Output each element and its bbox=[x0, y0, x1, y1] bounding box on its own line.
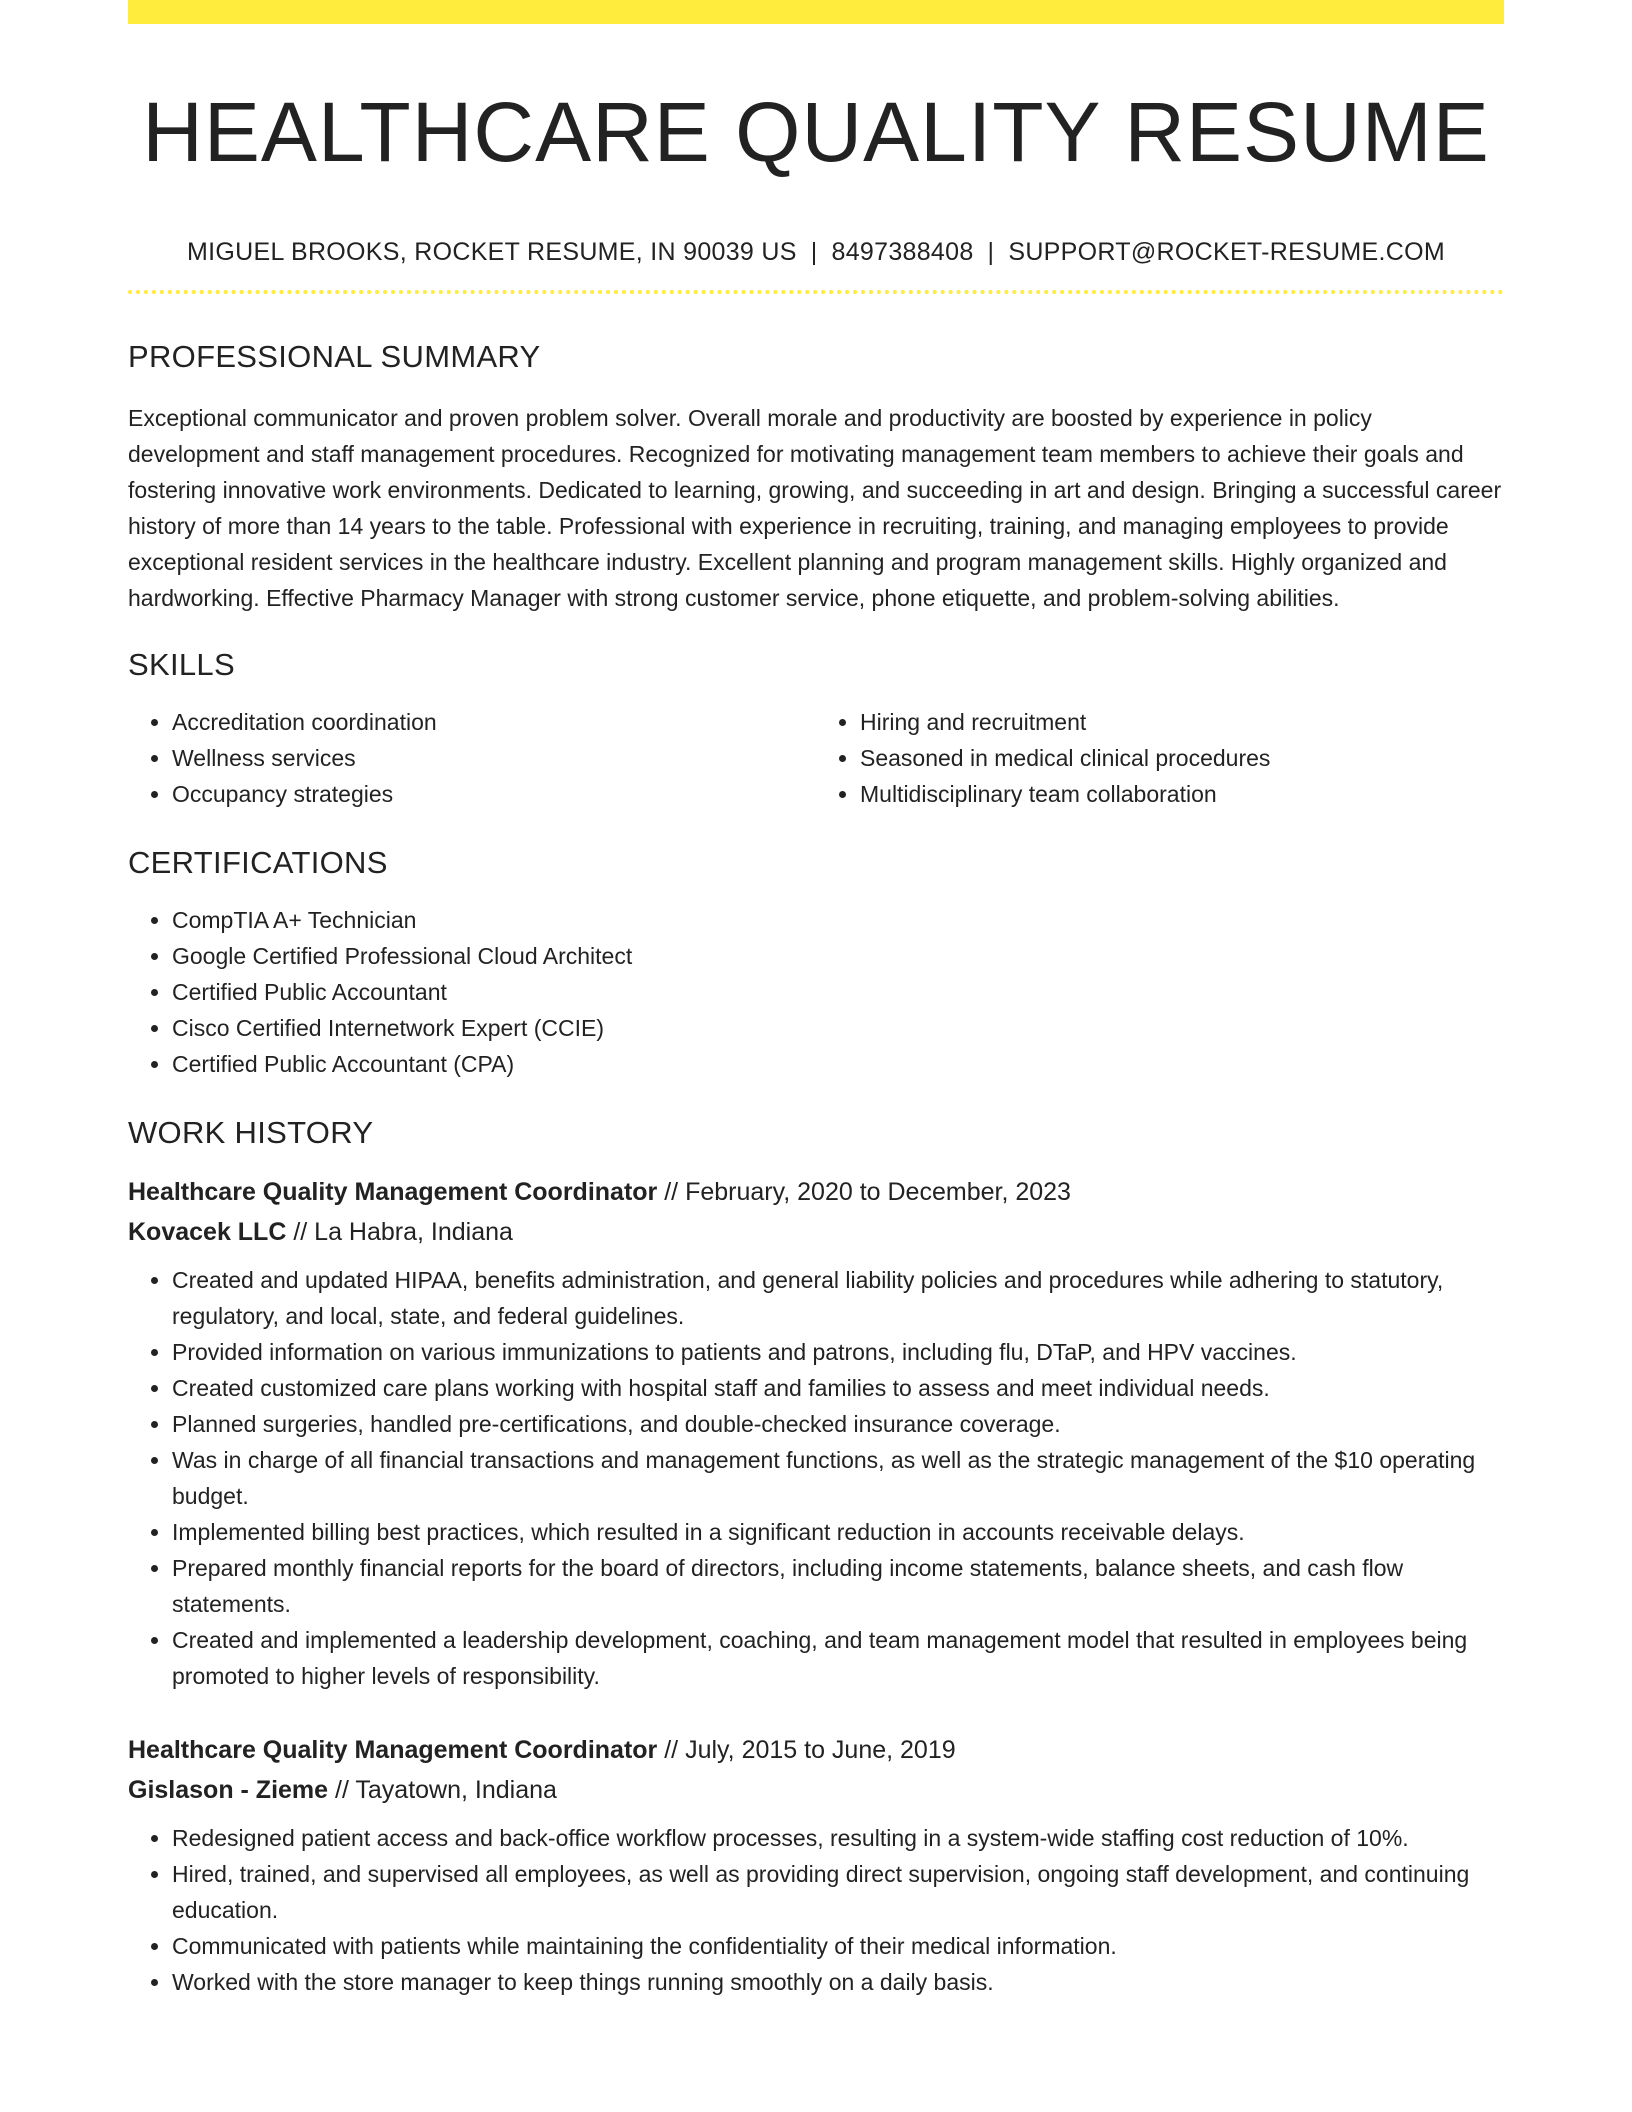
work-history-heading: WORK HISTORY bbox=[128, 1115, 374, 1150]
job-bullet: • Redesigned patient access and back-office workflow processes, resulting in a system-wide staffing cost reduction of 10%. bbox=[172, 1820, 1504, 1856]
job-title-line bbox=[128, 1172, 1504, 1212]
skill-item: • Multidisciplinary team collaboration bbox=[860, 776, 1504, 812]
job-dates: // July, 2015 to June, 2019 bbox=[664, 1736, 956, 1764]
job-company: Gislason - Zieme bbox=[128, 1776, 329, 1804]
job-dates: // February, 2020 to December, 2023 bbox=[664, 1178, 1071, 1206]
job-location: // La Habra, Indiana bbox=[293, 1218, 513, 1246]
certification-item: • Cisco Certified Internetwork Expert (CCIE) bbox=[172, 1010, 1504, 1046]
job-company-line bbox=[128, 1770, 1504, 1810]
job-bullet: • Created and implemented a leadership development, coaching, and team management model that resulted in employees being promoted to higher levels of responsibility. bbox=[172, 1622, 1504, 1694]
job-bullet: • Was in charge of all financial transactions and management functions, as well as the strategic management of the $10 operating budget. bbox=[172, 1442, 1504, 1514]
contact-address: MIGUEL BROOKS, ROCKET RESUME, IN 90039 US bbox=[187, 238, 797, 266]
skills-heading: SKILLS bbox=[128, 647, 235, 682]
skill-item: • Seasoned in medical clinical procedures bbox=[860, 740, 1504, 776]
job-bullets bbox=[128, 1262, 1504, 1694]
certifications-heading: CERTIFICATIONS bbox=[128, 845, 388, 880]
contact-line bbox=[128, 236, 1504, 268]
job-bullet: • Planned surgeries, handled pre-certifications, and double-checked insurance coverage. bbox=[172, 1406, 1504, 1442]
job-company: Kovacek LLC bbox=[128, 1218, 287, 1246]
summary-text: Exceptional communicator and proven problem solver. Overall morale and productivity are boosted by experience in policy development and staff management procedures. Recognized for motivating management team members to achieve their goals and fostering innovative work environments. Dedicated to learning, growing, and succeeding in art and design. Bringing a successful career history of more than 14 years to the table. Professional with experience in recruiting, training, and managing employees to provide exceptional resident services in the healthcare industry. Excellent planning and program management skills. Highly organized and hardworking. Effective Pharmacy Manager with strong customer service, phone etiquette, and problem-solving abilities. bbox=[128, 405, 1502, 611]
certification-item: • Certified Public Accountant (CPA) bbox=[172, 1046, 1504, 1082]
job-entry bbox=[128, 1172, 1504, 1694]
job-bullet: • Prepared monthly financial reports for the board of directors, including income statements, balance sheets, and cash flow statements. bbox=[172, 1550, 1504, 1622]
skills-list-right bbox=[816, 704, 1504, 812]
contact-separator: | bbox=[987, 238, 995, 266]
job-entry bbox=[128, 1730, 1504, 2000]
resume-content bbox=[128, 24, 1504, 2000]
skill-item: • Wellness services bbox=[172, 740, 816, 776]
job-bullet: • Provided information on various immunizations to patients and patrons, including flu, DTaP, and HPV vaccines. bbox=[172, 1334, 1504, 1370]
certification-item: • Google Certified Professional Cloud Architect bbox=[172, 938, 1504, 974]
skill-item: • Hiring and recruitment bbox=[860, 704, 1504, 740]
job-title-line bbox=[128, 1730, 1504, 1770]
skill-item: • Accreditation coordination bbox=[172, 704, 816, 740]
certification-item: • CompTIA A+ Technician bbox=[172, 902, 1504, 938]
job-bullet: • Hired, trained, and supervised all employees, as well as providing direct supervision, ongoing staff development, and continuing education. bbox=[172, 1856, 1504, 1928]
job-bullet: • Communicated with patients while maintaining the confidentiality of their medical information. bbox=[172, 1928, 1504, 1964]
resume-title: HEALTHCARE QUALITY RESUME bbox=[142, 85, 1490, 179]
skill-item: • Occupancy strategies bbox=[172, 776, 816, 812]
job-bullet: • Created and updated HIPAA, benefits administration, and general liability policies and procedures while adhering to statutory, regulatory, and local, state, and federal guidelines. bbox=[172, 1262, 1504, 1334]
job-bullets bbox=[128, 1820, 1504, 2000]
job-company-line bbox=[128, 1212, 1504, 1252]
skills-list-left bbox=[128, 704, 816, 812]
job-bullet: • Implemented billing best practices, which resulted in a significant reduction in accounts receivable delays. bbox=[172, 1514, 1504, 1550]
certification-item: • Certified Public Accountant bbox=[172, 974, 1504, 1010]
job-title: Healthcare Quality Management Coordinator bbox=[128, 1736, 658, 1764]
job-bullet: • Worked with the store manager to keep things running smoothly on a daily basis. bbox=[172, 1964, 1504, 2000]
skills-grid bbox=[128, 704, 1504, 812]
job-bullet: • Created customized care plans working with hospital staff and families to assess and meet individual needs. bbox=[172, 1370, 1504, 1406]
job-title: Healthcare Quality Management Coordinator bbox=[128, 1178, 658, 1206]
summary-heading: PROFESSIONAL SUMMARY bbox=[128, 339, 541, 374]
contact-separator: | bbox=[810, 238, 818, 266]
dotted-divider bbox=[128, 290, 1504, 294]
job-location: // Tayatown, Indiana bbox=[335, 1776, 557, 1804]
contact-phone: 8497388408 bbox=[831, 238, 974, 266]
contact-email: SUPPORT@ROCKET-RESUME.COM bbox=[1008, 238, 1445, 266]
certifications-list bbox=[128, 902, 1504, 1082]
accent-top-bar bbox=[128, 0, 1504, 24]
